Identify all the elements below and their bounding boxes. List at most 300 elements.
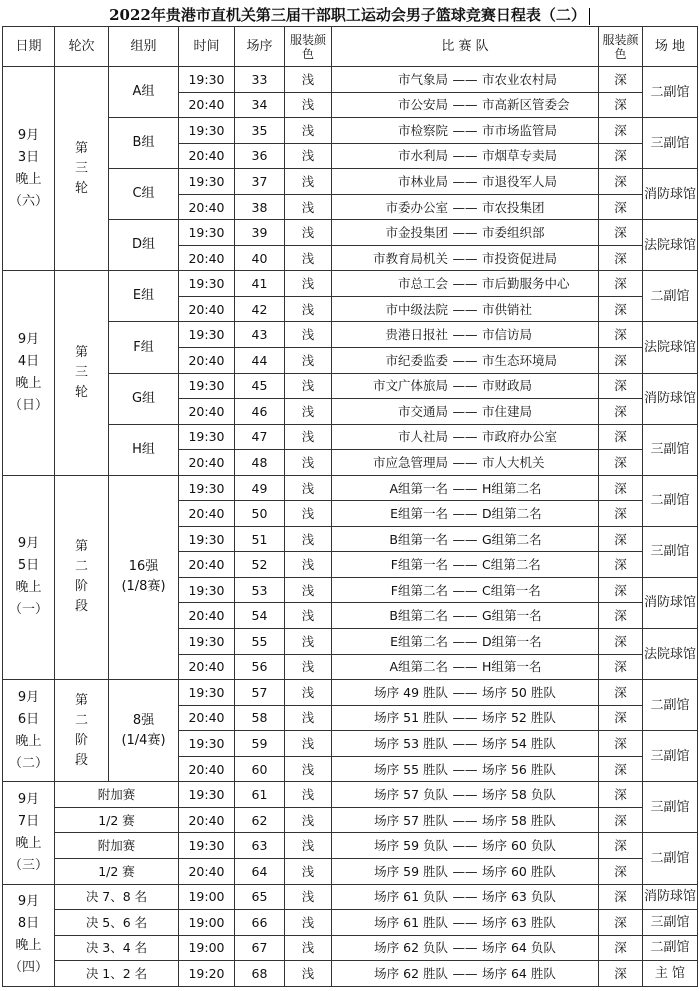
team-home: 场序 53 胜队 xyxy=(374,735,448,751)
team-away: 市人大机关 xyxy=(482,454,545,470)
home-color-cell: 浅 xyxy=(285,373,332,399)
text-line: 16强 xyxy=(128,559,159,575)
header-color-away: 服装颜色 xyxy=(599,27,643,67)
schedule-body xyxy=(3,67,698,987)
venue-cell: 消防球馆 xyxy=(643,169,698,220)
team-away: 场序 60 负队 xyxy=(482,838,556,854)
home-color-cell: 浅 xyxy=(285,322,332,348)
home-color-cell: 浅 xyxy=(285,450,332,476)
match-seq-cell: 67 xyxy=(235,935,285,961)
group-cell: B组 xyxy=(109,118,179,169)
home-color-cell: 浅 xyxy=(285,884,332,910)
team-home: 场序 55 胜队 xyxy=(374,761,448,777)
vs-separator: —— xyxy=(452,276,478,292)
vs-separator: —— xyxy=(452,122,478,138)
venue-cell: 三副馆 xyxy=(643,526,698,577)
home-color-cell: 浅 xyxy=(285,858,332,884)
venue-cell: 消防球馆 xyxy=(643,373,698,424)
home-color-cell: 浅 xyxy=(285,629,332,655)
venue-cell: 法院球馆 xyxy=(643,629,698,680)
team-away: 场序 54 胜队 xyxy=(482,735,556,751)
match-seq-cell: 49 xyxy=(235,475,285,501)
time-cell: 19:30 xyxy=(179,322,235,348)
match-seq-cell: 35 xyxy=(235,118,285,144)
home-color-cell: 浅 xyxy=(285,705,332,731)
vs-separator: —— xyxy=(452,914,478,930)
home-color-cell: 浅 xyxy=(285,731,332,757)
match-seq-cell: 57 xyxy=(235,680,285,706)
match-seq-cell: 59 xyxy=(235,731,285,757)
header-match: 比 赛 队 xyxy=(332,27,599,67)
vs-separator: —— xyxy=(452,582,478,598)
away-color-cell: 深 xyxy=(599,731,643,757)
vs-separator: —— xyxy=(452,940,478,956)
home-color-cell: 浅 xyxy=(285,296,332,322)
match-seq-cell: 43 xyxy=(235,322,285,348)
venue-cell: 三副馆 xyxy=(643,731,698,782)
away-color-cell: 深 xyxy=(599,526,643,552)
home-color-cell: 浅 xyxy=(285,67,332,93)
time-cell: 19:30 xyxy=(179,782,235,808)
away-color-cell: 深 xyxy=(599,577,643,603)
venue-cell: 二副馆 xyxy=(643,833,698,884)
match-teams-cell xyxy=(332,450,599,476)
away-color-cell: 深 xyxy=(599,961,643,987)
venue-cell: 二副馆 xyxy=(643,475,698,526)
match-seq-cell: 36 xyxy=(235,143,285,169)
round-stage-cell: 决 1、2 名 xyxy=(55,961,179,987)
text-line: 第 xyxy=(74,539,88,555)
text-line: (1/4赛) xyxy=(121,732,166,748)
home-color-cell: 浅 xyxy=(285,424,332,450)
match-seq-cell: 48 xyxy=(235,450,285,476)
away-color-cell: 深 xyxy=(599,92,643,118)
match-seq-cell: 68 xyxy=(235,961,285,987)
table-row xyxy=(3,884,698,910)
match-teams-cell xyxy=(332,756,599,782)
away-color-cell: 深 xyxy=(599,322,643,348)
team-home: 场序 61 负队 xyxy=(374,889,448,905)
time-cell: 20:40 xyxy=(179,501,235,527)
text-line: 9月 xyxy=(17,536,40,552)
time-cell: 19:30 xyxy=(179,67,235,93)
away-color-cell: 深 xyxy=(599,935,643,961)
vs-separator: —— xyxy=(452,301,478,317)
match-teams-cell xyxy=(332,731,599,757)
away-color-cell: 深 xyxy=(599,118,643,144)
team-home: B组第二名 xyxy=(389,608,448,624)
text-line: 9月 xyxy=(17,689,40,705)
team-away: 场序 63 胜队 xyxy=(482,914,556,930)
away-color-cell: 深 xyxy=(599,373,643,399)
vs-separator: —— xyxy=(452,838,478,854)
match-seq-cell: 65 xyxy=(235,884,285,910)
home-color-cell: 浅 xyxy=(285,143,332,169)
text-line: 第 xyxy=(74,692,88,708)
match-teams-cell xyxy=(332,501,599,527)
vs-separator: —— xyxy=(452,659,478,675)
away-color-cell: 深 xyxy=(599,884,643,910)
round-cell xyxy=(55,67,109,271)
vs-separator: —— xyxy=(452,812,478,828)
home-color-cell: 浅 xyxy=(285,526,332,552)
home-color-cell: 浅 xyxy=(285,935,332,961)
group-cell xyxy=(109,475,179,679)
team-home: A组第二名 xyxy=(389,659,448,675)
time-cell: 19:20 xyxy=(179,961,235,987)
away-color-cell: 深 xyxy=(599,475,643,501)
match-teams-cell xyxy=(332,552,599,578)
match-seq-cell: 62 xyxy=(235,807,285,833)
away-color-cell: 深 xyxy=(599,169,643,195)
header-seq: 场序 xyxy=(235,27,285,67)
team-home: 市委办公室 xyxy=(385,199,448,215)
match-teams-cell xyxy=(332,169,599,195)
team-home: 市气象局 xyxy=(397,71,448,87)
team-home: 贵港日报社 xyxy=(385,327,448,343)
text-line: 二 xyxy=(74,712,88,728)
match-teams-cell xyxy=(332,526,599,552)
team-away: C组第一名 xyxy=(482,582,541,598)
team-away: 市高新区管委会 xyxy=(482,97,570,113)
match-seq-cell: 51 xyxy=(235,526,285,552)
away-color-cell: 深 xyxy=(599,654,643,680)
group-cell: C组 xyxy=(109,169,179,220)
match-seq-cell: 46 xyxy=(235,399,285,425)
team-home: 市教育局机关 xyxy=(372,250,448,266)
match-teams-cell xyxy=(332,858,599,884)
team-home: A组第一名 xyxy=(389,480,448,496)
time-cell: 20:40 xyxy=(179,756,235,782)
match-seq-cell: 56 xyxy=(235,654,285,680)
team-away: 市委组织部 xyxy=(482,225,545,241)
home-color-cell: 浅 xyxy=(285,271,332,297)
header-time: 时间 xyxy=(179,27,235,67)
away-color-cell: 深 xyxy=(599,67,643,93)
text-line: 三 xyxy=(74,365,88,381)
vs-separator: —— xyxy=(452,97,478,113)
text-line: （四） xyxy=(8,960,48,976)
text-line: 7日 xyxy=(17,813,40,829)
match-teams-cell xyxy=(332,67,599,93)
text-line: （三） xyxy=(8,857,48,873)
home-color-cell: 浅 xyxy=(285,118,332,144)
match-seq-cell: 37 xyxy=(235,169,285,195)
time-cell: 19:30 xyxy=(179,833,235,859)
vs-separator: —— xyxy=(452,684,478,700)
team-away: 场序 58 胜队 xyxy=(482,812,556,828)
home-color-cell: 浅 xyxy=(285,807,332,833)
team-away: 市住建局 xyxy=(482,403,533,419)
text-line: 晚上 xyxy=(15,376,42,392)
team-away: 场序 60 胜队 xyxy=(482,863,556,879)
away-color-cell: 深 xyxy=(599,629,643,655)
team-away: 场序 58 负队 xyxy=(482,787,556,803)
team-home: 市文广体旅局 xyxy=(372,378,448,394)
match-seq-cell: 40 xyxy=(235,245,285,271)
match-seq-cell: 61 xyxy=(235,782,285,808)
team-home: F组第二名 xyxy=(390,582,448,598)
group-cell: H组 xyxy=(109,424,179,475)
match-teams-cell xyxy=(332,577,599,603)
team-away: 市农投集团 xyxy=(482,199,545,215)
text-line: （二） xyxy=(8,755,48,771)
team-away: 市烟草专卖局 xyxy=(482,148,558,164)
time-cell: 20:40 xyxy=(179,143,235,169)
date-cell xyxy=(3,475,55,679)
match-seq-cell: 42 xyxy=(235,296,285,322)
team-away: 市农业农村局 xyxy=(482,71,558,87)
home-color-cell: 浅 xyxy=(285,475,332,501)
team-home: 市纪委监委 xyxy=(385,352,448,368)
text-line: 二 xyxy=(74,559,88,575)
home-color-cell: 浅 xyxy=(285,782,332,808)
team-away: 市市场监管局 xyxy=(482,122,558,138)
home-color-cell: 浅 xyxy=(285,220,332,246)
venue-cell: 三副馆 xyxy=(643,782,698,833)
home-color-cell: 浅 xyxy=(285,501,332,527)
team-away: 市财政局 xyxy=(482,378,533,394)
team-home: 场序 59 胜队 xyxy=(374,863,448,879)
text-line: 4日 xyxy=(17,354,40,370)
match-teams-cell xyxy=(332,705,599,731)
match-teams-cell xyxy=(332,271,599,297)
match-seq-cell: 34 xyxy=(235,92,285,118)
match-teams-cell xyxy=(332,935,599,961)
venue-cell: 主 馆 xyxy=(643,961,698,987)
home-color-cell: 浅 xyxy=(285,194,332,220)
vs-separator: —— xyxy=(452,480,478,496)
team-home: 市中级法院 xyxy=(385,301,448,317)
vs-separator: —— xyxy=(452,787,478,803)
match-seq-cell: 44 xyxy=(235,348,285,374)
text-cursor xyxy=(589,8,590,25)
team-home: 场序 57 胜队 xyxy=(374,812,448,828)
team-home: 市应急管理局 xyxy=(372,454,448,470)
match-seq-cell: 41 xyxy=(235,271,285,297)
team-home: 市金投集团 xyxy=(385,225,448,241)
match-teams-cell xyxy=(332,118,599,144)
away-color-cell: 深 xyxy=(599,501,643,527)
text-line: 段 xyxy=(74,599,88,615)
venue-cell: 二副馆 xyxy=(643,271,698,322)
home-color-cell: 浅 xyxy=(285,169,332,195)
round-cell xyxy=(55,680,109,782)
time-cell: 20:40 xyxy=(179,399,235,425)
home-color-cell: 浅 xyxy=(285,833,332,859)
round-stage-cell: 附加赛 xyxy=(55,782,179,808)
match-seq-cell: 66 xyxy=(235,910,285,936)
match-teams-cell xyxy=(332,143,599,169)
team-away: 市生态环境局 xyxy=(482,352,558,368)
vs-separator: —— xyxy=(452,327,478,343)
home-color-cell: 浅 xyxy=(285,577,332,603)
table-row xyxy=(3,680,698,706)
team-home: E组第一名 xyxy=(390,506,448,522)
header-row xyxy=(3,27,698,67)
match-seq-cell: 47 xyxy=(235,424,285,450)
match-teams-cell xyxy=(332,399,599,425)
text-line: 阶 xyxy=(74,732,88,748)
team-away: 市供销社 xyxy=(482,301,533,317)
match-teams-cell xyxy=(332,296,599,322)
text-line: （六） xyxy=(8,193,48,209)
match-teams-cell xyxy=(332,348,599,374)
text-line: 9月 xyxy=(17,127,40,143)
away-color-cell: 深 xyxy=(599,782,643,808)
table-row xyxy=(3,935,698,961)
team-home: B组第一名 xyxy=(389,531,448,547)
team-away: 场序 64 负队 xyxy=(482,940,556,956)
vs-separator: —— xyxy=(452,608,478,624)
away-color-cell: 深 xyxy=(599,756,643,782)
match-teams-cell xyxy=(332,92,599,118)
date-cell xyxy=(3,680,55,782)
text-line: 段 xyxy=(74,752,88,768)
match-seq-cell: 45 xyxy=(235,373,285,399)
home-color-cell: 浅 xyxy=(285,910,332,936)
text-line: 5日 xyxy=(17,558,40,574)
table-row xyxy=(3,807,698,833)
away-color-cell: 深 xyxy=(599,858,643,884)
vs-separator: —— xyxy=(452,429,478,445)
vs-separator: —— xyxy=(452,889,478,905)
date-cell xyxy=(3,884,55,987)
text-line: 阶 xyxy=(74,579,88,595)
away-color-cell: 深 xyxy=(599,220,643,246)
match-teams-cell xyxy=(332,475,599,501)
match-teams-cell xyxy=(332,245,599,271)
text-line: 第 xyxy=(74,140,88,156)
venue-cell: 二副馆 xyxy=(643,935,698,961)
time-cell: 19:00 xyxy=(179,884,235,910)
text-line: 晚上 xyxy=(15,835,42,851)
time-cell: 19:30 xyxy=(179,169,235,195)
time-cell: 20:40 xyxy=(179,348,235,374)
team-home: 市公安局 xyxy=(397,97,448,113)
vs-separator: —— xyxy=(452,633,478,649)
match-seq-cell: 38 xyxy=(235,194,285,220)
round-stage-cell: 附加赛 xyxy=(55,833,179,859)
time-cell: 19:30 xyxy=(179,373,235,399)
team-away: C组第二名 xyxy=(482,557,541,573)
match-seq-cell: 55 xyxy=(235,629,285,655)
round-cell xyxy=(55,475,109,679)
team-away: 市投资促进局 xyxy=(482,250,558,266)
home-color-cell: 浅 xyxy=(285,961,332,987)
team-home: 场序 61 胜队 xyxy=(374,914,448,930)
text-line: 6日 xyxy=(17,711,40,727)
team-away: 场序 52 胜队 xyxy=(482,710,556,726)
match-teams-cell xyxy=(332,629,599,655)
round-stage-cell: 决 7、8 名 xyxy=(55,884,179,910)
text-line: 第 xyxy=(74,345,88,361)
away-color-cell: 深 xyxy=(599,603,643,629)
vs-separator: —— xyxy=(452,557,478,573)
venue-cell: 三副馆 xyxy=(643,118,698,169)
match-teams-cell xyxy=(332,654,599,680)
group-cell: F组 xyxy=(109,322,179,373)
team-away: 场序 64 胜队 xyxy=(482,966,556,982)
time-cell: 20:40 xyxy=(179,194,235,220)
title-text: 2022年贵港市直机关第三届干部职工运动会男子篮球竞赛日程表（二） xyxy=(109,6,586,24)
match-teams-cell xyxy=(332,424,599,450)
date-cell xyxy=(3,67,55,271)
match-teams-cell xyxy=(332,373,599,399)
team-home: E组第二名 xyxy=(390,633,448,649)
team-home: 市交通局 xyxy=(397,403,448,419)
team-away: G组第二名 xyxy=(482,531,542,547)
header-color-home: 服装颜色 xyxy=(285,27,332,67)
home-color-cell: 浅 xyxy=(285,654,332,680)
group-cell: A组 xyxy=(109,67,179,118)
time-cell: 19:30 xyxy=(179,118,235,144)
away-color-cell: 深 xyxy=(599,910,643,936)
match-seq-cell: 52 xyxy=(235,552,285,578)
text-line: (1/8赛) xyxy=(121,579,166,595)
table-row xyxy=(3,782,698,808)
time-cell: 19:30 xyxy=(179,271,235,297)
schedule-table xyxy=(2,26,698,987)
team-home: 场序 49 胜队 xyxy=(374,684,448,700)
time-cell: 19:30 xyxy=(179,577,235,603)
table-row xyxy=(3,271,698,297)
text-line: 晚上 xyxy=(15,580,42,596)
table-row xyxy=(3,475,698,501)
table-row xyxy=(3,858,698,884)
team-home: 场序 62 负队 xyxy=(374,940,448,956)
vs-separator: —— xyxy=(452,761,478,777)
match-seq-cell: 39 xyxy=(235,220,285,246)
match-seq-cell: 63 xyxy=(235,833,285,859)
match-teams-cell xyxy=(332,194,599,220)
vs-separator: —— xyxy=(452,173,478,189)
header-date: 日期 xyxy=(3,27,55,67)
vs-separator: —— xyxy=(452,863,478,879)
time-cell: 19:30 xyxy=(179,220,235,246)
team-home: 场序 62 胜队 xyxy=(374,966,448,982)
match-teams-cell xyxy=(332,220,599,246)
vs-separator: —— xyxy=(452,378,478,394)
vs-separator: —— xyxy=(452,199,478,215)
home-color-cell: 浅 xyxy=(285,756,332,782)
vs-separator: —— xyxy=(452,506,478,522)
away-color-cell: 深 xyxy=(599,271,643,297)
text-line: 晚上 xyxy=(15,938,42,954)
venue-cell: 法院球馆 xyxy=(643,322,698,373)
team-home: 场序 51 胜队 xyxy=(374,710,448,726)
team-away: H组第一名 xyxy=(482,659,542,675)
home-color-cell: 浅 xyxy=(285,92,332,118)
team-home: 场序 59 负队 xyxy=(374,838,448,854)
round-stage-cell: 决 3、4 名 xyxy=(55,935,179,961)
match-teams-cell xyxy=(332,833,599,859)
time-cell: 20:40 xyxy=(179,92,235,118)
home-color-cell: 浅 xyxy=(285,680,332,706)
time-cell: 20:40 xyxy=(179,552,235,578)
home-color-cell: 浅 xyxy=(285,603,332,629)
table-row xyxy=(3,961,698,987)
away-color-cell: 深 xyxy=(599,143,643,169)
date-cell xyxy=(3,271,55,475)
away-color-cell: 深 xyxy=(599,705,643,731)
match-seq-cell: 50 xyxy=(235,501,285,527)
header-venue: 场 地 xyxy=(643,27,698,67)
group-cell: D组 xyxy=(109,220,179,271)
time-cell: 20:40 xyxy=(179,858,235,884)
time-cell: 19:30 xyxy=(179,526,235,552)
vs-separator: —— xyxy=(452,250,478,266)
